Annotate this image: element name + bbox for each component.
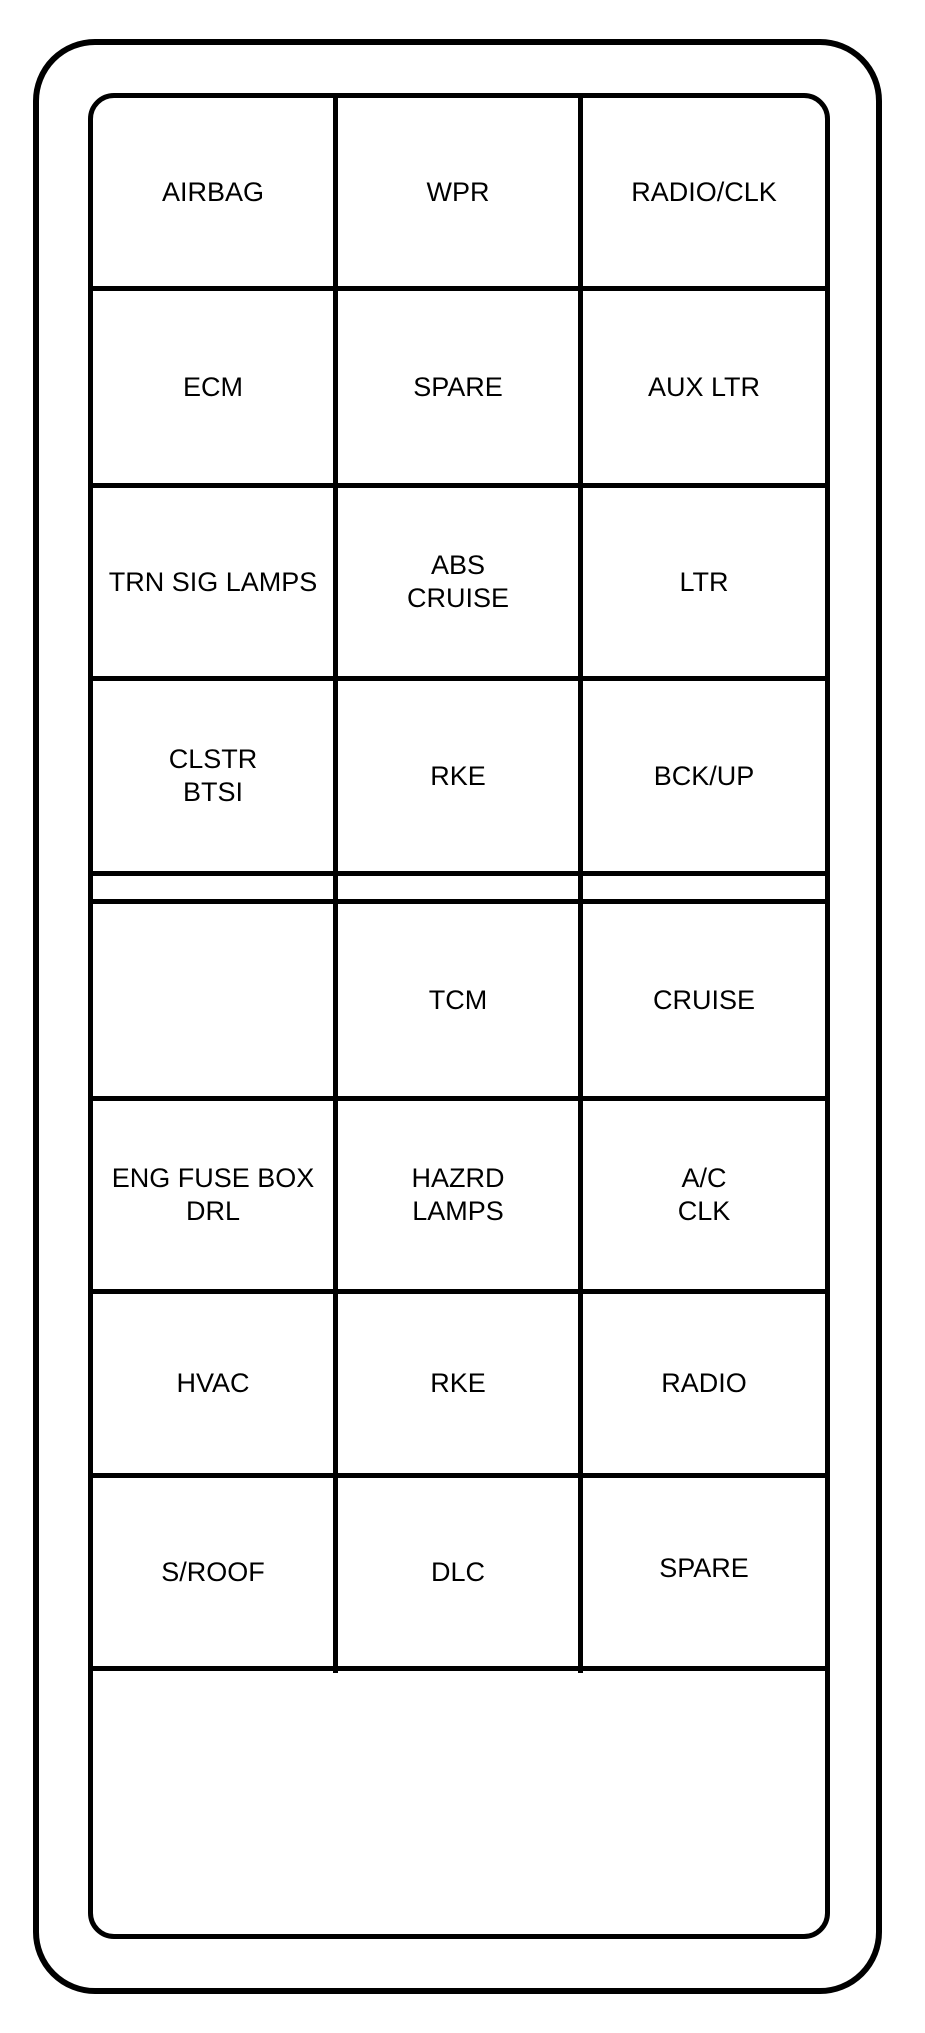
fuse-label: SPARE	[659, 1552, 749, 1583]
fuse-label: TRN SIG LAMPS	[108, 566, 318, 597]
fuse-label: AUX LTR	[647, 371, 761, 402]
fuse-label: TCM	[428, 984, 488, 1015]
fuse-label: SPARE	[413, 371, 503, 402]
fuse-slot	[583, 1478, 825, 1658]
fuse-slot	[93, 1101, 333, 1289]
fuse-label: S/ROOF	[161, 1556, 265, 1587]
fuse-label: RADIO/CLK	[631, 176, 777, 207]
fuse-slot-empty	[93, 904, 333, 1096]
fuse-label: WPR	[426, 176, 490, 207]
fuse-slot	[583, 1101, 825, 1289]
fuse-label: BCK/UP	[653, 760, 755, 791]
empty-bottom-compartment	[93, 1671, 825, 1934]
fuse-slot	[338, 904, 578, 1096]
fuse-slot	[93, 1478, 333, 1666]
fuse-slot	[338, 488, 578, 676]
fuse-slot	[93, 681, 333, 871]
fuse-slot	[93, 291, 333, 483]
fuse-label: DLC	[430, 1556, 485, 1587]
fuse-label: RKE	[430, 760, 486, 791]
fuse-label: HVAC	[176, 1368, 250, 1398]
fuse-slot	[583, 681, 825, 871]
fuse-label: RADIO	[661, 1368, 747, 1398]
row-divider	[91, 871, 827, 876]
fuse-label: ENG FUSE BOX DRL	[111, 1163, 315, 1226]
fuse-slot	[583, 1294, 825, 1473]
fuse-slot	[338, 291, 578, 483]
fuse-slot	[338, 1101, 578, 1289]
fuse-slot	[93, 98, 333, 286]
fuse-label: A/C CLK	[677, 1163, 731, 1226]
fuse-label: ABS CRUISE	[406, 550, 509, 613]
fuse-slot	[583, 904, 825, 1096]
fuse-slot	[583, 291, 825, 483]
fuse-label: AIRBAG	[161, 176, 265, 207]
fuse-slot	[583, 488, 825, 676]
fuse-label: ECM	[183, 371, 243, 402]
fuse-slot	[338, 1478, 578, 1666]
fuse-slot	[338, 1294, 578, 1473]
fuse-label: HAZRD LAMPS	[411, 1163, 505, 1226]
fuse-slot	[583, 98, 825, 286]
fuse-label: LTR	[679, 566, 729, 597]
fuse-slot	[93, 1294, 333, 1473]
fuse-slot	[338, 681, 578, 871]
fuse-slot	[338, 98, 578, 286]
fuse-label: RKE	[430, 1368, 486, 1398]
fuse-label: CLSTR BTSI	[168, 744, 258, 807]
fuse-slot	[93, 488, 333, 676]
fuse-label: CRUISE	[652, 984, 755, 1015]
